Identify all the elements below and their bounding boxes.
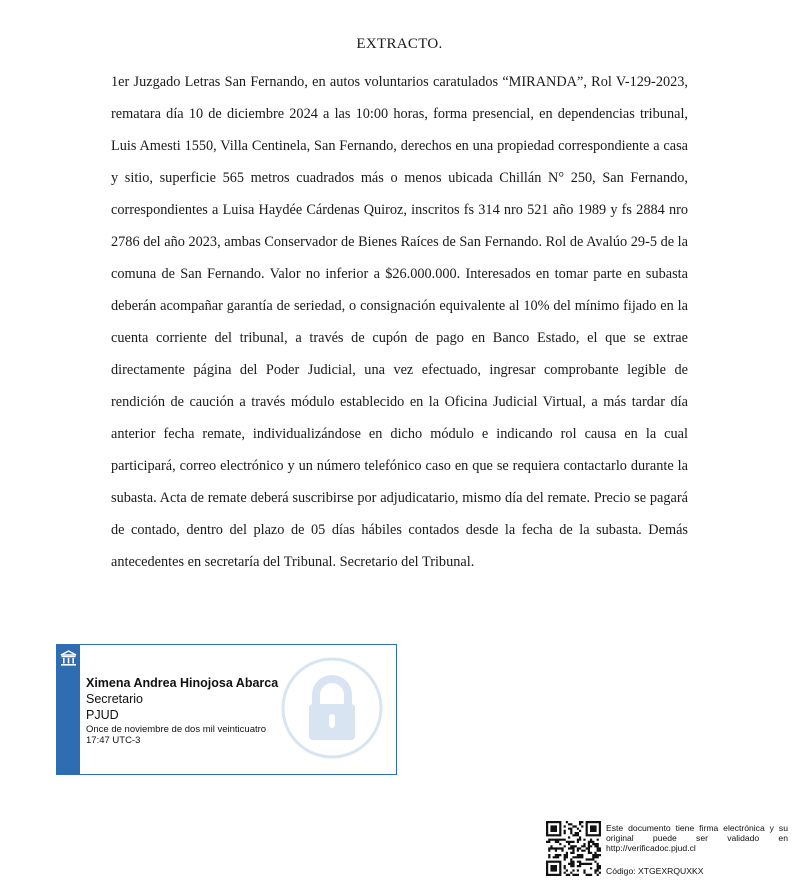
qr-finder-center: [550, 825, 557, 832]
signer-organization: PJUD: [86, 708, 119, 722]
signer-name: Ximena Andrea Hinojosa Abarca: [86, 676, 279, 690]
verification-code: Código: XTGEXRQUXKX: [606, 866, 704, 876]
verification-text: Este documento tiene firma electrónica y su original puede ser validado en http://verificadoc.pjud.cl: [606, 823, 788, 853]
signature-date: Once de noviembre de dos mil veinticuatro: [86, 724, 267, 735]
verification-qr-code: [546, 821, 601, 876]
signature-box: [56, 644, 397, 775]
courthouse-icon: [60, 650, 77, 667]
signer-role: Secretario: [86, 692, 143, 706]
document-body: 1er Juzgado Letras San Fernando, en autos voluntarios caratulados “MIRANDA”, Rol V-129-2023, rematara día 10 de diciembre 2024 a las 10:00 horas, forma presencial, en dependencias tribunal, Luis Amesti 1550, Villa Centinela, San Fernando, derechos en una propiedad correspondiente a casa y sitio, superficie 565 metros cuadrados más o menos ubicada Chillán N° 250, San Fernando, correspondientes a Luisa Haydée Cárdenas Quiroz, inscritos fs 314 nro 521 año 1989 y fs 2884 nro 2786 del año 2023, ambas Conservador de Bienes Raíces de San Fernando. Rol de Avalúo 29-5 de la comuna de San Fernando. Valor no inferior a $26.000.000. Interesados en tomar parte en subasta deberán acompañar garantía de seriedad, o consignación equivalente al 10% del mínimo fijado en la cuenta corriente del tribunal, a través de cupón de pago en Banco Estado, el que se extrae directamente página del Poder Judicial, una vez efectuado, ingresar comprobante legible de rendición de caución a través módulo establecido en la Oficina Judicial Virtual, a más tardar día anterior fecha remate, individualizándose en dicho módulo e indicando rol causa en la cual participará, correo electrónico y un número telefónico caso en que se requiera contactarlo durante la subasta. Acta de remate deberá suscribirse por adjudicatario, mismo día del remate. Precio se pagará de contado, dentro del plazo de 05 días hábiles contados desde la fecha de la subasta. Demás antecedentes en secretaría del Tribunal. Secretario del Tribunal.: [111, 74, 688, 570]
lock-icon: [280, 656, 384, 760]
signature-accent-bar: [57, 645, 80, 774]
document-title: EXTRACTO.: [356, 36, 443, 52]
qr-finder-center: [550, 865, 557, 872]
qr-finder-center: [590, 825, 597, 832]
signature-time: 17:47 UTC-3: [86, 734, 141, 746]
